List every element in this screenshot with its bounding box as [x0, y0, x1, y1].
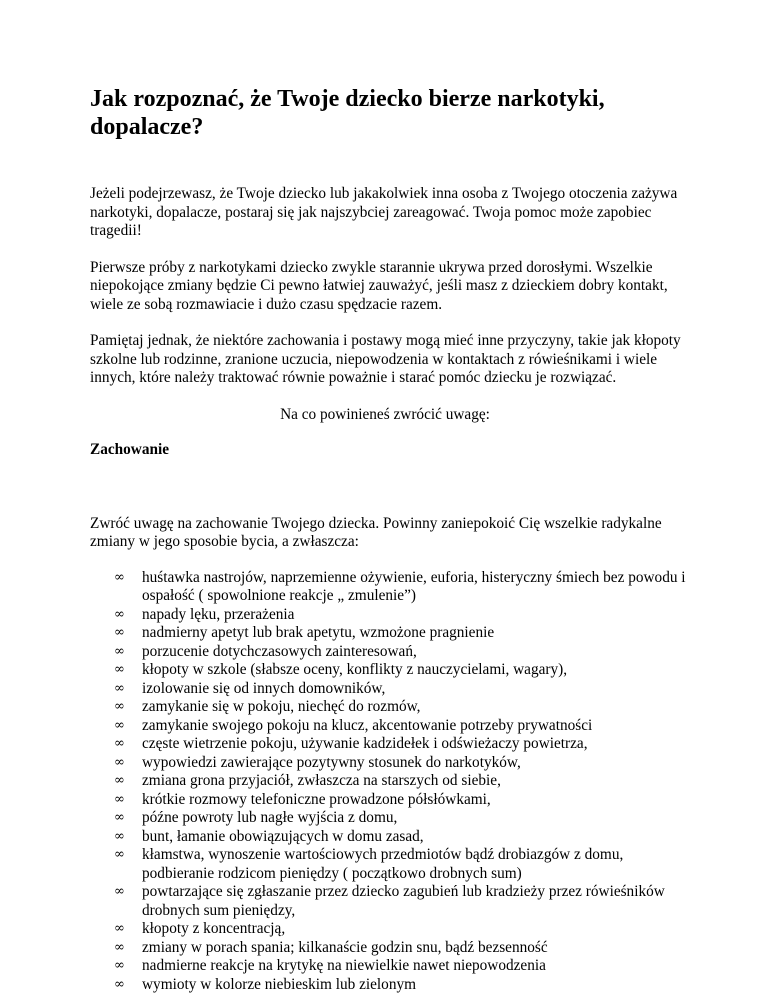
list-item-text: nadmierne reakcje na krytykę na niewielkie nawet niepowodzenia	[142, 957, 546, 974]
list-item	[114, 642, 692, 662]
attention-line: Na co powinieneś zwrócić uwagę:	[280, 405, 490, 423]
list-item-text: powtarzające się zgłaszanie przez dziecko zagubień lub kradzieży przez rówieśników drobnych sum pieniędzy,	[142, 883, 665, 919]
document-title: Jak rozpoznać, że Twoje dziecko bierze narkotyki, dopalacze?	[90, 86, 605, 140]
infinity-bullet-icon: ∞	[114, 791, 125, 807]
list-item	[114, 568, 692, 606]
list-item	[114, 920, 692, 939]
list-item-text: zamykanie się w pokoju, niechęć do rozmów,	[142, 698, 421, 715]
list-item	[114, 661, 692, 680]
list-item-text: bunt, łamanie obowiązujących w domu zasad,	[142, 827, 424, 845]
list-item	[114, 716, 692, 736]
list-item-text: kłopoty z koncentracją,	[142, 920, 286, 937]
list-item-text: częste wietrzenie pokoju, używanie kadzidełek i odświeżaczy powietrza,	[142, 735, 588, 752]
infinity-bullet-icon: ∞	[114, 699, 125, 714]
list-item	[114, 772, 692, 791]
infinity-bullet-icon: ∞	[114, 717, 125, 733]
infinity-bullet-icon: ∞	[114, 773, 125, 788]
list-item-text: zamykanie swojego pokoju na klucz, akcentowanie potrzeby prywatności	[142, 716, 593, 734]
list-item	[114, 753, 692, 773]
infinity-bullet-icon: ∞	[114, 810, 125, 825]
infinity-bullet-icon: ∞	[114, 606, 125, 622]
list-item-text: krótkie rozmowy telefoniczne prowadzone półsłówkami,	[142, 790, 491, 808]
infinity-bullet-icon: ∞	[114, 884, 125, 899]
list-item-text: późne powroty lub nagłe wyjścia z domu,	[142, 809, 398, 826]
list-item	[114, 698, 692, 717]
list-item-text: huśtawka nastrojów, naprzemienne ożywienie, euforia, histeryczny śmiech bez powodu i ospałość ( spowolnione reakcje „ zmulenie”)	[142, 568, 686, 604]
list-item-text: napady lęku, przerażenia	[142, 605, 295, 623]
infinity-bullet-icon: ∞	[114, 754, 125, 770]
infinity-bullet-icon: ∞	[114, 921, 125, 936]
list-item	[114, 605, 692, 625]
list-item	[114, 735, 692, 754]
list-item	[114, 624, 692, 643]
list-item-text: zmiana grona przyjaciół, zwłaszcza na starszych od siebie,	[142, 772, 501, 789]
list-item	[114, 790, 692, 810]
infinity-bullet-icon: ∞	[114, 958, 125, 973]
infinity-bullet-icon: ∞	[114, 662, 125, 677]
list-item	[114, 846, 692, 883]
infinity-bullet-icon: ∞	[114, 643, 125, 659]
infinity-bullet-icon: ∞	[114, 736, 125, 751]
list-item	[114, 957, 692, 976]
list-item	[114, 827, 692, 847]
infinity-bullet-icon: ∞	[114, 939, 125, 955]
first-attempts-paragraph: Pierwsze próby z narkotykami dziecko zwykle starannie ukrywa przed dorosłymi. Wszelkie niepokojące zmiany będzie Ci pewno łatwiej zauważyć, jeśli masz z dzieckiem dobry kontakt, wiele ze sobą rozmawiacie i dużo czasu spędzacie razem.	[90, 258, 668, 313]
list-item-text: izolowanie się od innych domowników,	[142, 679, 386, 697]
infinity-bullet-icon: ∞	[114, 625, 125, 640]
list-item-text: zmiany w porach spania; kilkanaście godzin snu, bądź bezsenność	[142, 938, 548, 956]
list-item	[114, 809, 692, 828]
infinity-bullet-icon: ∞	[114, 976, 125, 992]
section-intro-paragraph: Zwróć uwagę na zachowanie Twojego dziecka. Powinny zaniepokoić Cię wszelkie radykalne zmiany w jego sposobie bycia, a zwłaszcza:	[90, 514, 662, 550]
behaviour-signs-list	[90, 568, 686, 994]
list-item	[114, 938, 692, 958]
list-item	[114, 679, 692, 699]
list-item-text: kłamstwa, wynoszenie wartościowych przedmiotów bądź drobiazgów z domu, podbieranie rodzicom pieniędzy ( początkowo drobnych sum)	[142, 846, 624, 882]
infinity-bullet-icon: ∞	[114, 847, 125, 862]
list-item	[114, 883, 692, 920]
list-item	[114, 975, 692, 994]
infinity-bullet-icon: ∞	[114, 680, 125, 696]
intro-paragraph: Jeżeli podejrzewasz, że Twoje dziecko lub jakakolwiek inna osoba z Twojego otoczenia zażywa narkotyki, dopalacze, postaraj się jak najszybciej zareagować. Twoja pomoc może zapobiec tragedii!	[90, 185, 678, 239]
infinity-bullet-icon: ∞	[114, 828, 125, 844]
section-heading-behaviour: Zachowanie	[90, 441, 170, 458]
list-item-text: wypowiedzi zawierające pozytywny stosunek do narkotyków,	[142, 753, 521, 771]
list-item-text: porzucenie dotychczasowych zainteresowań,	[142, 642, 417, 660]
list-item-text: wymioty w kolorze niebieskim lub zielonym	[142, 975, 417, 993]
remember-paragraph: Pamiętaj jednak, że niektóre zachowania i postawy mogą mieć inne przyczyny, takie jak kłopoty szkolne lub rodzinne, zranione uczucia, niepowodzenia w kontaktach z rówieśnikami i wiele innych, które należy traktować równie poważnie i starać pomóc dziecku je rozwiązać.	[90, 332, 681, 386]
infinity-bullet-icon: ∞	[114, 569, 125, 585]
list-item-text: kłopoty w szkole (słabsze oceny, konflikty z nauczycielami, wagary),	[142, 661, 568, 678]
list-item-text: nadmierny apetyt lub brak apetytu, wzmożone pragnienie	[142, 624, 495, 641]
